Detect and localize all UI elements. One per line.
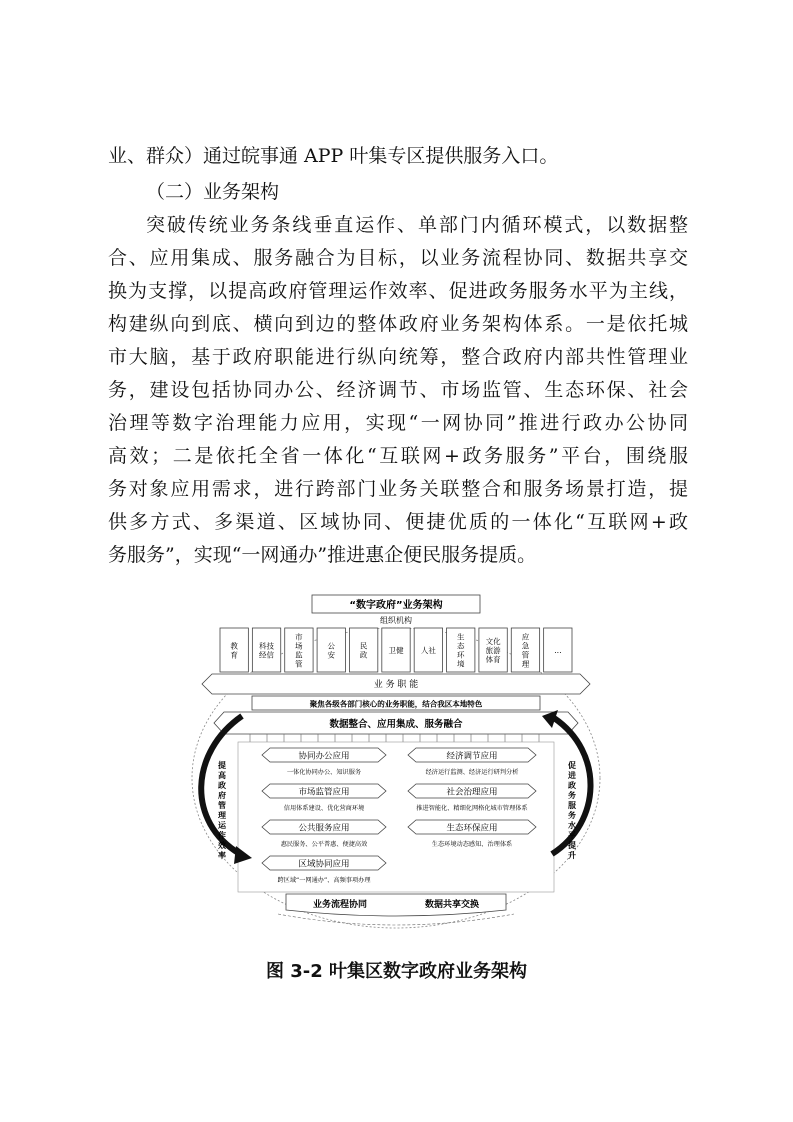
- side-char: 务: [568, 791, 576, 800]
- department-label: …: [554, 646, 562, 655]
- side-char: 政: [568, 781, 576, 790]
- department-label: 管: [295, 659, 303, 669]
- side-char: 提: [568, 841, 576, 850]
- department-label: 生: [456, 632, 465, 642]
- paragraph-line-0: [108, 140, 688, 173]
- bottom-left-label: 业务流程协同: [312, 900, 368, 910]
- side-char: 作: [218, 831, 226, 840]
- side-char: 高: [218, 771, 226, 780]
- department-label: 应: [521, 632, 530, 642]
- text-line: 务对象应用需求，进行跨部门业务关联整合和服务场景打造，提: [108, 478, 688, 500]
- side-char: 政: [218, 781, 226, 790]
- app-name: 公共服务应用: [298, 823, 350, 834]
- department-label: 环: [456, 650, 465, 660]
- department-label: 体育: [485, 655, 501, 664]
- focus-label: 聚焦各级各部门核心的业务职能，结合我区本地特色: [309, 699, 483, 709]
- side-char: 管: [218, 801, 226, 810]
- left-side-label: [218, 760, 227, 860]
- architecture-figure: [190, 592, 602, 932]
- figure-title: “数字政府”业务架构: [349, 600, 443, 611]
- department-label: 境: [456, 659, 465, 669]
- text-line: 市大脑，基于政府职能进行纵向统筹，整合政府内部共性管理业: [108, 346, 688, 368]
- side-char: 促: [568, 761, 576, 770]
- app-name: 生态环保应用: [446, 823, 498, 834]
- app-name: 经济调节应用: [446, 751, 498, 762]
- department-label: 市: [295, 632, 303, 642]
- app-desc: 惠民服务、公平普惠、便捷高效: [280, 841, 368, 848]
- text-line: 高效；二是依托全省一体化“互联网+政务服务”平台，围绕服: [108, 445, 688, 467]
- department-label: 卫健: [388, 646, 404, 655]
- text-line: 构建纵向到底、横向到边的整体政府业务架构体系。一是依托城: [108, 313, 688, 335]
- department-label: 急: [521, 641, 530, 651]
- department-label: 政: [359, 650, 368, 660]
- side-char: 服: [568, 801, 576, 810]
- text-line: 供多方式、多渠道、区域协同、便捷优质的一体化“互联网+政: [108, 511, 688, 533]
- app-desc: 经济运行监测、经济运行研判分析: [425, 769, 519, 776]
- app-name: 区域协同应用: [298, 859, 350, 870]
- side-char: 水: [568, 821, 576, 830]
- side-char: 提: [218, 761, 226, 770]
- integration-label: 数据整合、应用集成、服务融合: [329, 719, 463, 730]
- app-name: 市场监管应用: [298, 787, 350, 798]
- app-desc: 一体化协同办公、知识服务: [286, 769, 362, 776]
- department-label: 场: [295, 641, 303, 651]
- side-char: 运: [218, 821, 226, 830]
- department-label: 人社: [420, 646, 436, 655]
- body-paragraph: [108, 209, 688, 572]
- department-label: 教: [230, 641, 238, 651]
- side-char: 理: [218, 811, 226, 820]
- department-label: 态: [456, 641, 465, 651]
- side-char: 进: [568, 771, 576, 780]
- comb-lines: [250, 734, 539, 742]
- department-label: 旅游: [485, 646, 501, 655]
- section-heading: （二）业务架构: [146, 181, 280, 203]
- department-label: 经信: [259, 650, 275, 660]
- app-desc: 跨区域“一网通办”、高频事项办理: [277, 877, 371, 884]
- department-label: 科技: [259, 641, 275, 651]
- department-label: 安: [327, 650, 336, 660]
- functions-label: 业 务 职 能: [373, 680, 419, 690]
- text-line: 务服务”，实现“一网通办”推进惠企便民服务提质。: [108, 544, 537, 566]
- org-label: 组织机构: [380, 616, 412, 625]
- right-side-label: [567, 760, 576, 860]
- text-line: 业、群众）通过皖事通 APP 叶集专区提供服务入口。: [108, 145, 559, 167]
- figure-caption: 图 3-2 叶集区数字政府业务架构: [265, 961, 528, 982]
- side-char: 升: [568, 851, 576, 860]
- side-char: 务: [568, 811, 576, 820]
- side-char: 效: [218, 841, 226, 850]
- text-line: 务，建设包括协同办公、经济调节、市场监管、生态环保、社会: [108, 379, 688, 401]
- department-row: [220, 628, 572, 672]
- department-label: 公: [327, 641, 336, 651]
- app-desc: 推进智能化、精细化网格化城市管理体系: [416, 805, 528, 812]
- text-line: 突破传统业务条线垂直运作、单部门内循环模式，以数据整: [146, 214, 688, 236]
- department-label: 民: [359, 641, 368, 651]
- text-line: 治理等数字治理能力应用，实现“一网协同”推进行政办公协同: [108, 412, 688, 434]
- app-name: 协同办公应用: [298, 751, 350, 762]
- bottom-right-label: 数据共享交换: [424, 900, 480, 910]
- department-label: 理: [521, 659, 530, 669]
- department-label: 育: [230, 650, 238, 660]
- side-char: 府: [218, 791, 226, 800]
- app-desc: 生态环境动态感知、治理体系: [431, 841, 513, 848]
- department-label: 监: [295, 650, 303, 660]
- text-line: 合、应用集成、服务融合为目标，以业务流程协同、数据共享交: [108, 247, 688, 269]
- app-name: 社会治理应用: [446, 787, 498, 798]
- app-desc: 信用体系建设、优化营商环境: [283, 805, 365, 812]
- department-label: 文化: [485, 637, 501, 646]
- department-label: 管: [521, 650, 530, 660]
- side-char: 率: [218, 851, 226, 860]
- text-line: 换为支撑，以提高政府管理运作效率、促进政务服务水平为主线，: [108, 280, 688, 302]
- side-char: 平: [568, 831, 576, 840]
